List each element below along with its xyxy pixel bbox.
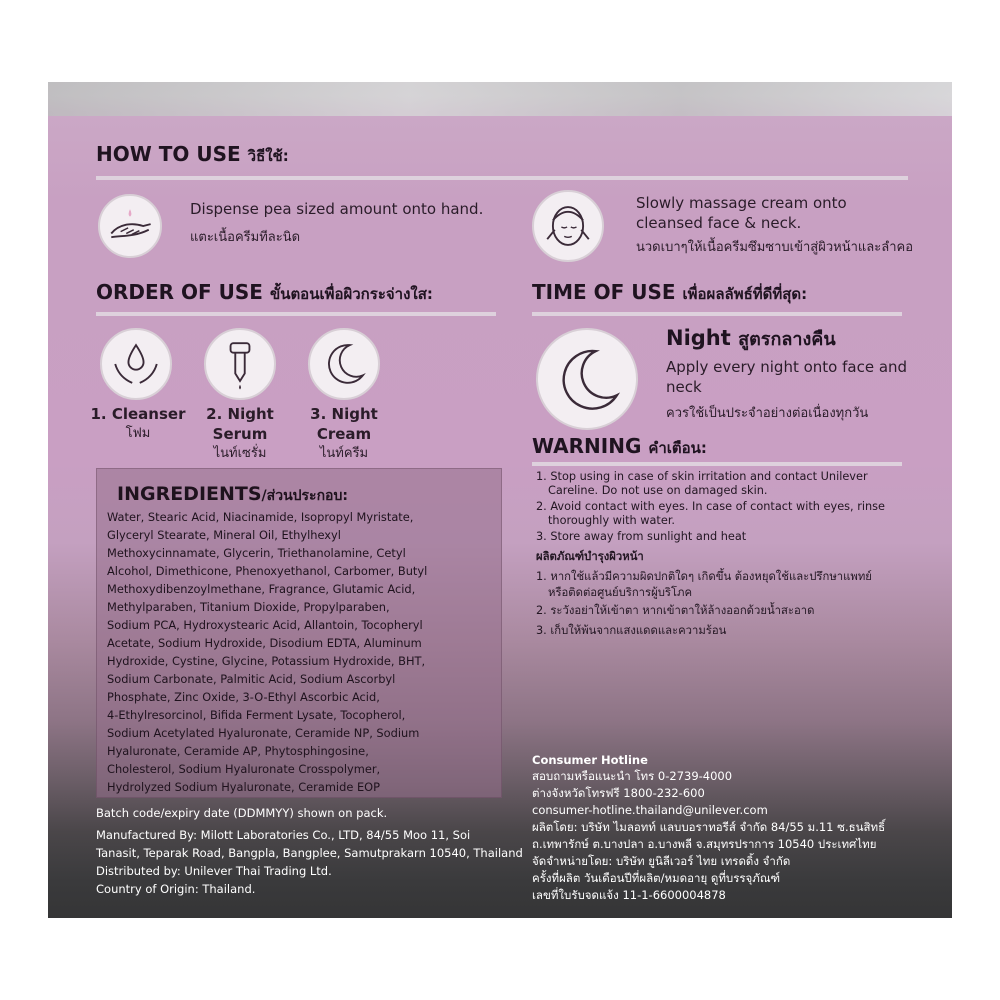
ingredients-line: Hyaluronate, Ceramide AP, Phytosphingosine, — [107, 744, 369, 758]
ingredients-title-th: /ส่วนประกอบ: — [261, 488, 348, 504]
hotline-line-1: สอบถามหรือแนะนำ โทร 0-2739-4000 — [532, 769, 733, 783]
ingredients-line: Water, Stearic Acid, Niacinamide, Isopropyl Myristate, — [107, 510, 414, 524]
order-step-1-label: 1. Cleanser — [90, 405, 186, 423]
order-step-night-cream — [298, 404, 390, 464]
divider — [96, 312, 496, 316]
ingredients-line: Hydroxide, Cystine, Glycine, Potassium Hydroxide, BHT, — [107, 654, 426, 668]
manufacturer-line-1: Manufactured By: Milott Laboratories Co., LTD, 84/55 Moo 11, Soi — [96, 828, 471, 842]
consumer-hotline-title: Consumer Hotline — [532, 753, 648, 767]
distributor-line: Distributed by: Unilever Thai Trading Ltd. — [96, 864, 332, 878]
night-label: Night — [666, 326, 731, 350]
foil-edge-strip — [48, 82, 952, 116]
how-to-use-step2-thai: นวดเบาๆให้เนื้อครีมซึมซาบเข้าสู่ผิวหน้าและลำคอ — [636, 240, 914, 255]
ingredients-line: Cholesterol, Sodium Hyaluronate Crosspolymer, — [107, 762, 381, 776]
hotline-line-7: ครั้งที่ผลิต วันเดือนปีที่ผลิต/หมดอายุ ดูที่บรรจุภัณฑ์ — [532, 871, 781, 885]
ingredients-line: Sodium PCA, Hydroxystearic Acid, Allantoin, Tocopheryl — [107, 618, 423, 632]
night-formula-label — [666, 324, 836, 353]
warning-thai-item-2: 2. ระวังอย่าให้เข้าตา หากเข้าตาให้ล้างออกด้วยน้ำสะอาด — [536, 604, 815, 617]
time-of-use-apply-line2: neck — [666, 378, 702, 396]
large-crescent-moon-icon — [536, 328, 638, 430]
hotline-line-4: ผลิตโดย: บริษัท ไมลอทท์ แลบบอราทอรีส์ จำกัด 84/55 ม.11 ซ.ธนสิทธิ์ — [532, 820, 886, 834]
divider — [532, 312, 902, 316]
hands-water-drop-icon — [100, 328, 172, 400]
country-of-origin: Country of Origin: Thailand. — [96, 882, 256, 896]
crescent-moon-icon — [308, 328, 380, 400]
hotline-line-5: ถ.เทพารักษ์ ต.บางปลา อ.บางพลี จ.สมุทรปราการ 10540 ประเทศไทย — [532, 837, 877, 851]
divider — [96, 176, 908, 180]
time-of-use-apply-line1: Apply every night onto face and — [666, 358, 908, 376]
how-to-use-step1-thai: แตะเนื้อครีมทีละนิด — [190, 230, 301, 245]
warning-title-th: คำเตือน: — [648, 439, 707, 457]
ingredients-title: INGREDIENTS — [117, 483, 262, 505]
dropper-icon — [204, 328, 276, 400]
warning-thai-item-1-cont: หรือติดต่อศูนย์บริการผู้บริโภค — [548, 586, 693, 599]
warning-thai-title: ผลิตภัณฑ์บำรุงผิวหน้า — [536, 550, 644, 563]
ingredients-line: Glyceryl Stearate, Mineral Oil, Ethylhexyl — [107, 528, 341, 542]
warning-item-1: 1. Stop using in case of skin irritation and contact Unilever — [536, 470, 868, 483]
warning-thai-item-3: 3. เก็บให้พ้นจากแสงแดดและความร้อน — [536, 624, 727, 637]
order-of-use-title: ORDER OF USE — [96, 280, 263, 304]
ingredients-line: Phosphate, Zinc Oxide, 3-O-Ethyl Ascorbic Acid, — [107, 690, 380, 704]
ingredients-list — [107, 508, 499, 796]
warning-item-2: 2. Avoid contact with eyes. In case of contact with eyes, rinse — [536, 500, 885, 513]
manufacturer-line-2: Tanasit, Teparak Road, Bangpla, Bangplee, Samutprakarn 10540, Thailand — [96, 846, 523, 860]
ingredients-line: Methoxycinnamate, Glycerin, Triethanolamine, Cetyl — [107, 546, 406, 560]
order-of-use-heading — [96, 280, 433, 306]
warning-item-2-cont: thoroughly with water. — [548, 514, 676, 527]
ingredients-line: Acetate, Sodium Hydroxide, Disodium EDTA, Aluminum — [107, 636, 422, 650]
ingredients-line: 4-Ethylresorcinol, Bifida Ferment Lysate, Tocopherol, — [107, 708, 406, 722]
ingredients-heading — [117, 483, 348, 507]
time-of-use-title-th: เพื่อผลลัพธ์ที่ดีที่สุด: — [682, 285, 808, 303]
order-step-cleanser — [88, 404, 188, 444]
time-of-use-heading — [532, 280, 807, 306]
order-step-night-serum — [194, 404, 286, 464]
batch-code-note: Batch code/expiry date (DDMMYY) shown on pack. — [96, 806, 388, 820]
how-to-use-step2-line2: cleansed face & neck. — [636, 214, 802, 232]
hotline-email: consumer-hotline.thailand@unilever.com — [532, 803, 768, 817]
hotline-line-8: เลขที่ใบรับจดแจ้ง 11-1-6600004878 — [532, 888, 726, 902]
time-of-use-title: TIME OF USE — [532, 280, 676, 304]
warning-item-3: 3. Store away from sunlight and heat — [536, 530, 747, 543]
warning-thai-item-1: 1. หากใช้แล้วมีความผิดปกติใดๆ เกิดขึ้น ต้องหยุดใช้และปรึกษาแพทย์ — [536, 570, 872, 583]
order-step-3-thai: ไนท์ครีม — [319, 446, 369, 461]
how-to-use-step1-text: Dispense pea sized amount onto hand. — [190, 200, 484, 218]
time-of-use-apply-thai: ควรใช้เป็นประจำอย่างต่อเนื่องทุกวัน — [666, 406, 869, 421]
product-sachet-back — [48, 82, 952, 918]
order-step-3-label-line2: Cream — [316, 425, 372, 443]
order-step-3-label: 3. Night — [310, 405, 378, 423]
warning-heading — [532, 434, 707, 460]
how-to-use-heading — [96, 142, 289, 168]
ingredients-line: Hydrolyzed Sodium Hyaluronate, Ceramide EOP — [107, 780, 380, 794]
how-to-use-title: HOW TO USE — [96, 142, 241, 166]
how-to-use-title-th: วิธีใช้: — [247, 147, 289, 165]
hotline-line-6: จัดจำหน่ายโดย: บริษัท ยูนิลีเวอร์ ไทย เทรดดิ้ง จำกัด — [532, 854, 791, 868]
face-massage-icon — [532, 190, 604, 262]
ingredients-line: Methoxydibenzoylmethane, Fragrance, Glutamic Acid, — [107, 582, 416, 596]
ingredients-line: Sodium Carbonate, Palmitic Acid, Sodium Ascorbyl — [107, 672, 396, 686]
ingredients-line: Sodium Acetylated Hyaluronate, Ceramide NP, Sodium — [107, 726, 420, 740]
hotline-line-2: ต่างจังหวัดโทรฟรี 1800-232-600 — [532, 786, 705, 800]
ingredients-line: Methylparaben, Titanium Dioxide, Propylparaben, — [107, 600, 390, 614]
warning-title: WARNING — [532, 434, 642, 458]
order-step-1-thai: โฟม — [125, 426, 151, 441]
order-step-2-label-line2: Serum — [212, 425, 268, 443]
order-step-2-thai: ไนท์เซรั่ม — [213, 446, 267, 461]
hand-drop-icon — [98, 194, 162, 258]
divider — [532, 462, 902, 466]
night-label-thai: สูตรกลางคืน — [738, 329, 836, 350]
warning-item-1-cont: Careline. Do not use on damaged skin. — [548, 484, 768, 497]
ingredients-line: Alcohol, Dimethicone, Phenoxyethanol, Carbomer, Butyl — [107, 564, 428, 578]
how-to-use-step2-line1: Slowly massage cream onto — [636, 194, 847, 212]
ingredients-panel — [96, 468, 502, 798]
order-step-2-label: 2. Night — [206, 405, 274, 423]
order-of-use-title-th: ขั้นตอนเพื่อผิวกระจ่างใส: — [269, 285, 433, 303]
